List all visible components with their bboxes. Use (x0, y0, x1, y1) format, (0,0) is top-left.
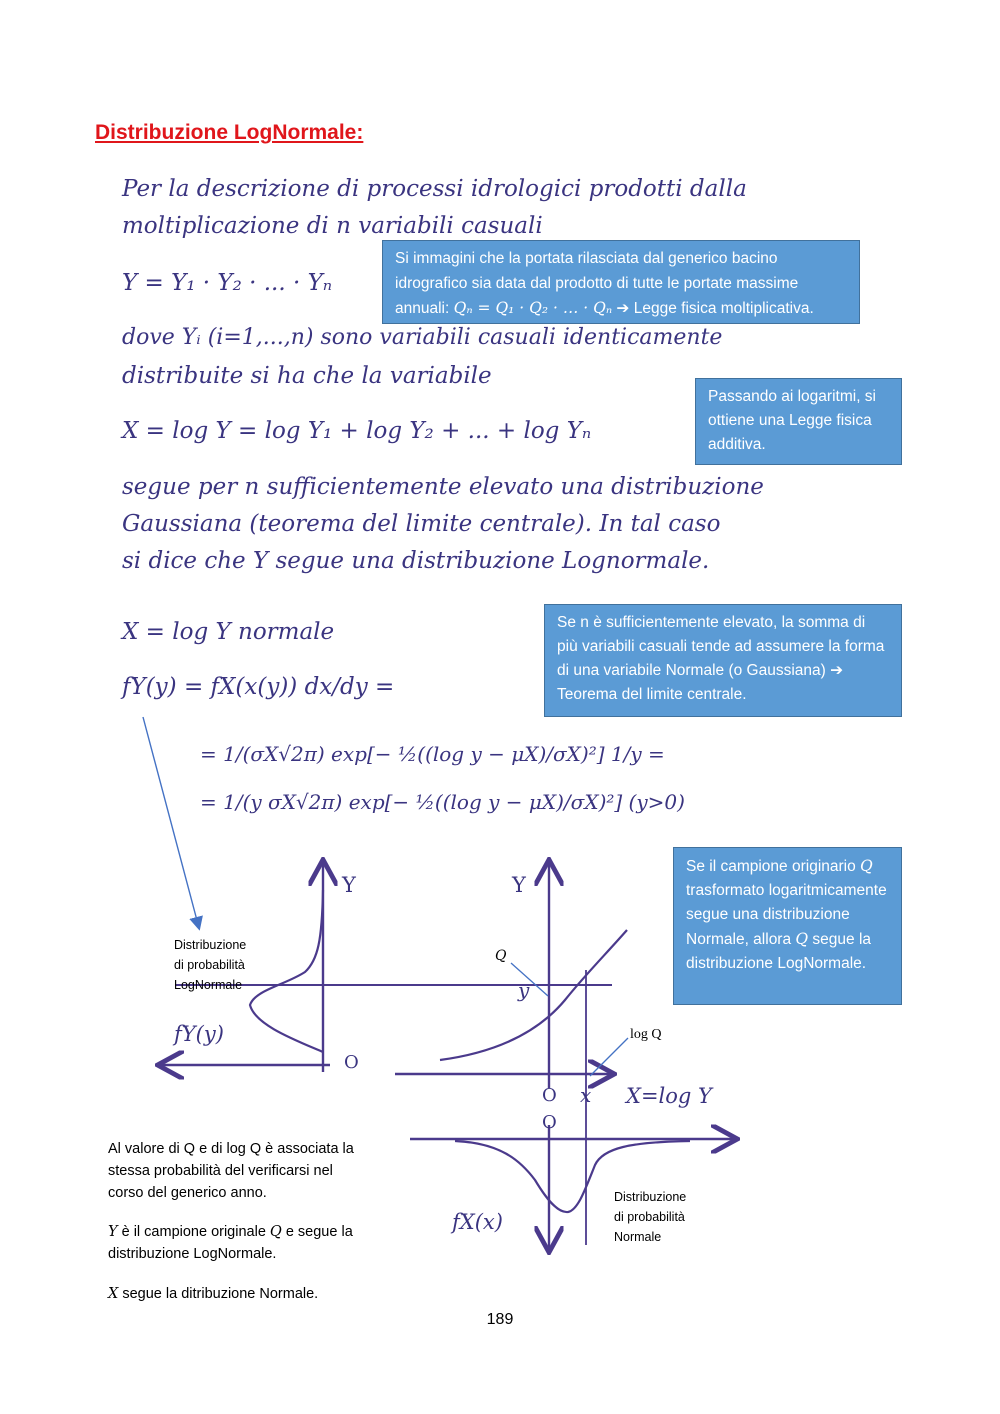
page-title: Distribuzione LogNormale: (95, 121, 364, 144)
normal-label-3: Normale (614, 1230, 662, 1244)
fy-label: fY(y) (174, 1022, 224, 1046)
callout-additive-text: Passando ai logaritmi, si ottiene una Legge fisica additiva. (708, 388, 876, 453)
normal-label-1: Distribuzione (614, 1190, 687, 1204)
q-annotation: Q (495, 948, 507, 964)
body-var-q: Q (269, 1224, 282, 1240)
lognormal-label-2: di probabilità (174, 958, 245, 972)
q-leader-line (511, 963, 548, 996)
x-small-label: x (580, 1083, 592, 1107)
bottom-origin-label: O (542, 1112, 557, 1133)
lognormal-label-1: Distribuzione (174, 938, 247, 952)
body-paragraph-1: Al valore di Q e di log Q è associata la stessa probabilità del verificarsi nel corso del generico anno. (108, 1141, 354, 1201)
handwritten-line-3: Y = Y₁ · Y₂ · ... · Yₙ (122, 270, 333, 296)
handwritten-line-2: moltiplicazione di n variabili casuali (122, 213, 543, 239)
handwritten-line-10: X = log Y normale (122, 619, 335, 645)
callout-lognormal-q2: Q (795, 930, 809, 948)
x-axis-label: X=log Y (626, 1084, 712, 1108)
handwritten-line-12: = 1/(σX√2π) exp[− ½((log y − μX)/σX)²] 1/y = (200, 742, 665, 766)
lognormal-density-curve (250, 890, 323, 1052)
body-var-x: X (108, 1286, 119, 1302)
callout-multiplicative-tail: ➔ Legge fisica moltiplicativa. (612, 300, 814, 317)
callout-lognormal-part-a: Se il campione originario (686, 858, 861, 875)
handwritten-line-11: fY(y) = fX(x(y)) dx/dy = (122, 674, 395, 700)
callout-lognormal-part-b: trasformato logaritmicamente segue una distribuzione Normale, allora (686, 882, 887, 948)
page-number: 189 (486, 1311, 514, 1328)
callout-multiplicative-formula: Qₙ = Q₁ · Q₂ · … · Qₙ (453, 299, 613, 317)
exponential-curve (440, 930, 627, 1060)
body-var-y: Y (108, 1224, 118, 1240)
pointer-to-lognormal-label (143, 717, 199, 928)
left-y-axis-label: Y (342, 873, 356, 897)
right-y-axis-label: Y (512, 873, 526, 897)
handwritten-line-13: = 1/(y σX√2π) exp[− ½((log y − μX)/σX)²] (y>0) (200, 790, 685, 814)
logq-annotation (630, 1025, 662, 1045)
handwritten-line-1: Per la descrizione di processi idrologici prodotti dalla (122, 176, 747, 202)
body-paragraph-3 (108, 1283, 408, 1305)
callout-multiplicative-sentence: Si immagini che la portata rilasciata dal generico bacino idrografico sia data dal prodotto di tutte le portate massime annuali: (395, 250, 799, 317)
handwritten-line-4: dove Yᵢ (i=1,...,n) sono variabili casuali identicamente (122, 325, 723, 350)
left-origin-label: O (344, 1052, 359, 1073)
handwritten-line-5: distribuite si ha che la variabile (122, 363, 492, 389)
lognormal-label-3: LogNormale (174, 978, 243, 992)
body-p2-part-a: è il campione originale (117, 1224, 270, 1240)
callout-central-limit-text: Se n è sufficientemente elevato, la somma di più variabili casuali tende ad assumere la forma di una variabile Normale (o Gaussiana) ➔ Teorema del limite centrale. (557, 614, 885, 703)
handwritten-line-6: X = log Y = log Y₁ + log Y₂ + ... + log Yₙ (122, 418, 592, 444)
y-small-label: y (518, 978, 530, 1002)
logq-leader-line (590, 1038, 628, 1076)
handwritten-line-9: si dice che Y segue una distribuzione Lognormale. (122, 548, 710, 574)
logq-text: log Q (630, 1027, 662, 1042)
right-origin-label: O (542, 1085, 557, 1106)
normal-label-2: di probabilità (614, 1210, 685, 1224)
handwritten-line-7: segue per n sufficientemente elevato una distribuzione (122, 474, 764, 500)
callout-lognormal-q1: Q (860, 857, 873, 875)
body-p2-part-b: e segue la distribuzione LogNormale. (108, 1224, 353, 1262)
fx-label: fX(x) (452, 1210, 503, 1234)
body-p3-text: segue la ditribuzione Normale. (118, 1286, 319, 1302)
body-paragraph-2 (108, 1221, 363, 1265)
callout-lognormal-part-c: segue la distribuzione LogNormale. (686, 931, 872, 972)
handwritten-line-8: Gaussiana (teorema del limite centrale). In tal caso (122, 511, 721, 537)
